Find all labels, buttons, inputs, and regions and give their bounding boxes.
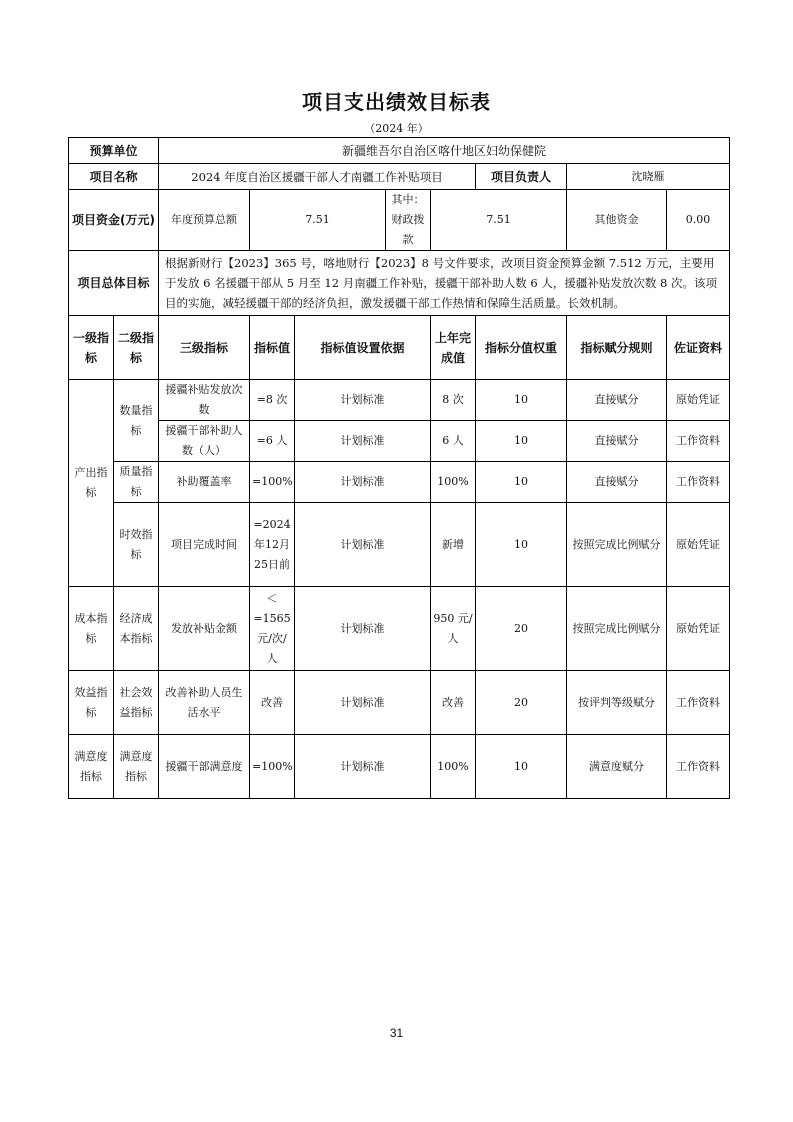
level2-cell: 质量指标	[114, 462, 159, 503]
annual-budget-label: 年度预算总额	[159, 190, 250, 251]
weight-cell: 10	[476, 421, 567, 462]
value-cell: ＜=1565元/次/人	[250, 587, 295, 671]
col-last-year-header: 上年完成值	[431, 316, 476, 380]
fund-row	[69, 190, 730, 251]
col-level3-header: 三级指标	[159, 316, 250, 380]
level3-cell: 发放补贴金额	[159, 587, 250, 671]
rule-cell: 直接赋分	[567, 380, 667, 421]
level3-cell: 援疆干部满意度	[159, 735, 250, 799]
project-name-value: 2024 年度自治区援疆干部人才南疆工作补贴项目	[159, 164, 476, 190]
budget-unit-row	[69, 138, 730, 164]
level2-cell: 经济成本指标	[114, 587, 159, 671]
last-year-cell: 100%	[431, 735, 476, 799]
level2-cell: 社会效益指标	[114, 671, 159, 735]
col-rule-header: 指标赋分规则	[567, 316, 667, 380]
performance-table	[68, 137, 730, 799]
value-cell: =6 人	[250, 421, 295, 462]
budget-unit-label: 预算单位	[69, 138, 159, 164]
rule-cell: 按评判等级赋分	[567, 671, 667, 735]
rule-cell: 直接赋分	[567, 462, 667, 503]
table-row	[69, 587, 730, 671]
rule-cell: 直接赋分	[567, 421, 667, 462]
annual-budget-value: 7.51	[250, 190, 386, 251]
value-cell: =100%	[250, 462, 295, 503]
level1-cell: 效益指标	[69, 671, 114, 735]
col-basis-header: 指标值设置依据	[295, 316, 431, 380]
evidence-cell: 原始凭证	[667, 587, 730, 671]
evidence-cell: 工作资料	[667, 671, 730, 735]
level3-cell: 援疆补贴发放次数	[159, 380, 250, 421]
project-name-row	[69, 164, 730, 190]
table-row	[69, 671, 730, 735]
level2-cell: 满意度指标	[114, 735, 159, 799]
last-year-cell: 新增	[431, 503, 476, 587]
weight-cell: 20	[476, 587, 567, 671]
last-year-cell: 100%	[431, 462, 476, 503]
evidence-cell: 原始凭证	[667, 380, 730, 421]
table-row	[69, 380, 730, 421]
weight-cell: 20	[476, 671, 567, 735]
weight-cell: 10	[476, 735, 567, 799]
fiscal-value: 7.51	[431, 190, 567, 251]
level3-cell: 项目完成时间	[159, 503, 250, 587]
basis-cell: 计划标准	[295, 380, 431, 421]
level2-cell: 时效指标	[114, 503, 159, 587]
column-header-row	[69, 316, 730, 380]
fund-label: 项目资金(万元)	[69, 190, 159, 251]
evidence-cell: 工作资料	[667, 421, 730, 462]
level3-cell: 援疆干部补助人数（人）	[159, 421, 250, 462]
basis-cell: 计划标准	[295, 503, 431, 587]
table-row	[69, 735, 730, 799]
basis-cell: 计划标准	[295, 735, 431, 799]
weight-cell: 10	[476, 380, 567, 421]
col-level2-header: 二级指标	[114, 316, 159, 380]
weight-cell: 10	[476, 462, 567, 503]
evidence-cell: 原始凭证	[667, 503, 730, 587]
basis-cell: 计划标准	[295, 421, 431, 462]
value-cell: 改善	[250, 671, 295, 735]
basis-cell: 计划标准	[295, 671, 431, 735]
year-label: （2024 年）	[364, 122, 429, 135]
weight-cell: 10	[476, 503, 567, 587]
last-year-cell: 6 人	[431, 421, 476, 462]
value-cell: =100%	[250, 735, 295, 799]
page-number: 31	[389, 1026, 404, 1040]
level1-cell: 成本指标	[69, 587, 114, 671]
col-weight-header: 指标分值权重	[476, 316, 567, 380]
other-fund-label: 其他资金	[567, 190, 667, 251]
basis-cell: 计划标准	[295, 587, 431, 671]
basis-cell: 计划标准	[295, 462, 431, 503]
goal-row	[69, 251, 730, 316]
project-owner-label: 项目负责人	[476, 164, 567, 190]
last-year-cell: 改善	[431, 671, 476, 735]
budget-unit-value: 新疆维吾尔自治区喀什地区妇幼保健院	[159, 138, 730, 164]
goal-text: 根据新财行【2023】365 号，喀地财行【2023】8 号文件要求，改项目资金预算金额 7.512 万元，主要用于发放 6 名援疆干部从 5 月至 12 月南疆工作补贴，援疆干部补助人数 6 人，援疆补贴发放次数 8 次。该项目的实施，减轻援疆干部的经济负担，激发援疆干部工作热情和保障生活质量。长效机制。	[159, 251, 730, 316]
col-level1-header: 一级指标	[69, 316, 114, 380]
level3-cell: 补助覆盖率	[159, 462, 250, 503]
project-name-label: 项目名称	[69, 164, 159, 190]
col-evidence-header: 佐证资料	[667, 316, 730, 380]
level2-cell: 数量指标	[114, 380, 159, 462]
rule-cell: 按照完成比例赋分	[567, 503, 667, 587]
col-value-header: 指标值	[250, 316, 295, 380]
goal-label: 项目总体目标	[69, 251, 159, 316]
last-year-cell: 950 元/人	[431, 587, 476, 671]
last-year-cell: 8 次	[431, 380, 476, 421]
value-cell: =2024年12月25日前	[250, 503, 295, 587]
other-fund-value: 0.00	[667, 190, 730, 251]
value-cell: =8 次	[250, 380, 295, 421]
table-row	[69, 421, 730, 462]
fiscal-label: 其中：财政拨款	[386, 190, 431, 251]
project-owner-value: 沈晓雁	[567, 164, 730, 190]
level1-cell: 产出指标	[69, 380, 114, 587]
evidence-cell: 工作资料	[667, 462, 730, 503]
evidence-cell: 工作资料	[667, 735, 730, 799]
table-row	[69, 503, 730, 587]
table-row	[69, 462, 730, 503]
page-title: 项目支出绩效目标表	[302, 90, 491, 114]
level3-cell: 改善补助人员生活水平	[159, 671, 250, 735]
level1-cell: 满意度指标	[69, 735, 114, 799]
rule-cell: 满意度赋分	[567, 735, 667, 799]
rule-cell: 按照完成比例赋分	[567, 587, 667, 671]
